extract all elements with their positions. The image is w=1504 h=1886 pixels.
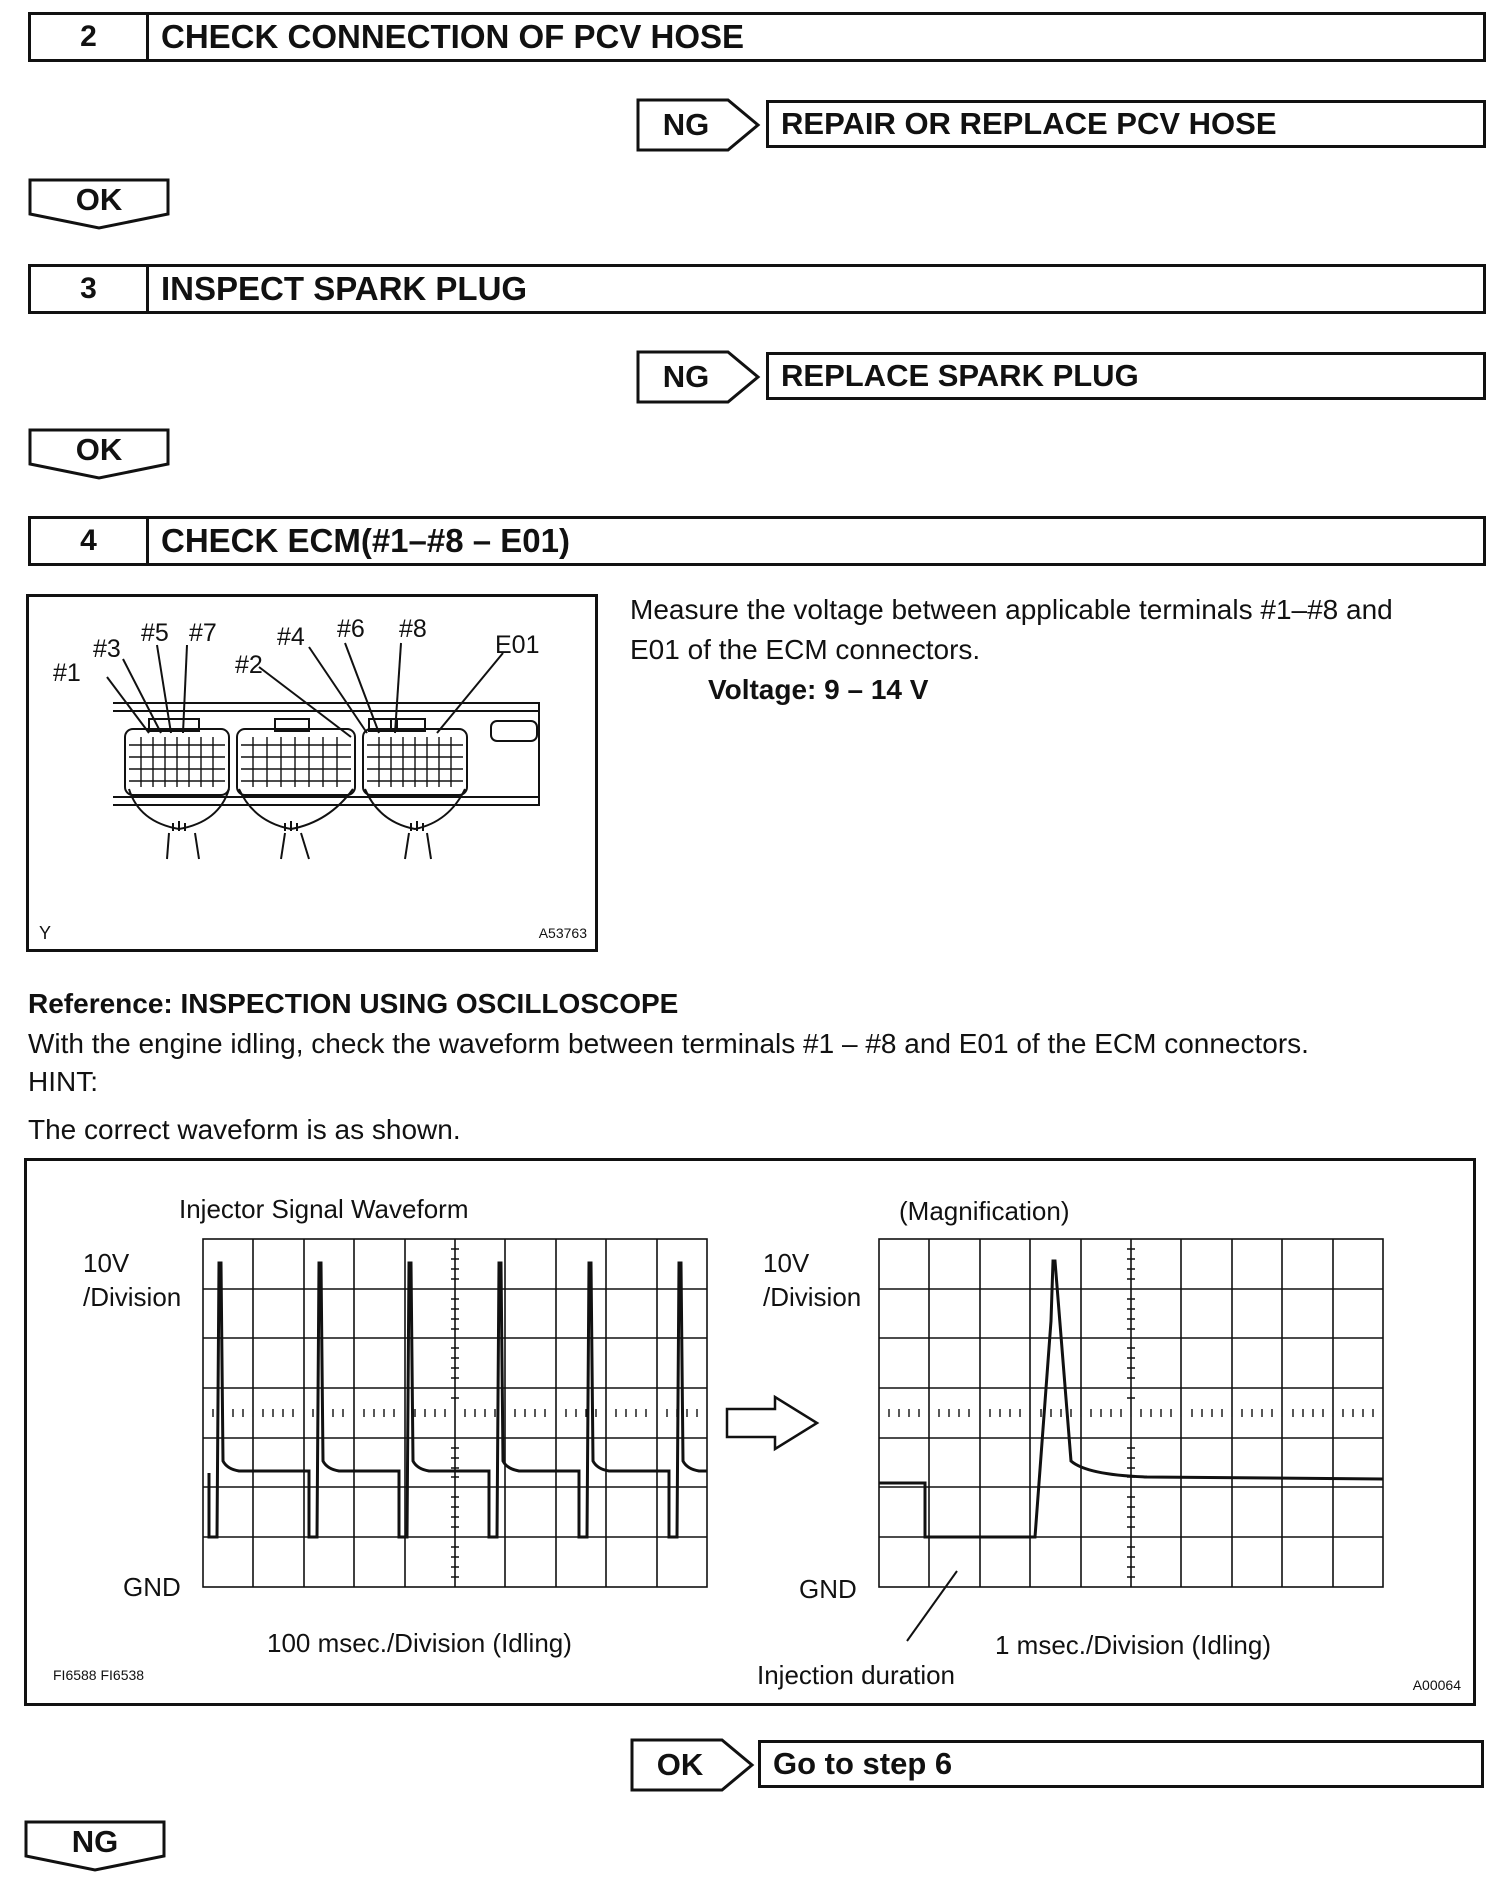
- ng-label: NG: [662, 359, 710, 394]
- terminal-label: #5: [141, 619, 169, 647]
- ecm-connector-figure: [26, 594, 598, 952]
- figure-code: A53763: [538, 925, 587, 941]
- left-volt-scale: 10V: [83, 1248, 130, 1278]
- terminal-label: #4: [277, 623, 305, 651]
- ok-label: OK: [75, 182, 123, 217]
- ng-label: NG: [71, 1824, 119, 1859]
- terminal-label: #8: [399, 615, 427, 643]
- instruction-line-1: Measure the voltage between applicable terminals #1–#8 and: [630, 594, 1393, 625]
- voltage-spec: Voltage: 9 – 14 V: [708, 674, 929, 705]
- step-number: 4: [31, 519, 149, 563]
- injection-duration-label: Injection duration: [757, 1660, 956, 1690]
- terminal-label: #3: [93, 635, 121, 663]
- figure-corner-mark: Y: [39, 923, 52, 943]
- hint-label: HINT:: [28, 1066, 98, 1097]
- ng-action: REPLACE SPARK PLUG: [766, 352, 1486, 400]
- figure-code-left: FI6588 FI6538: [53, 1667, 145, 1683]
- ok-label: OK: [656, 1747, 704, 1782]
- ng-action: REPAIR OR REPLACE PCV HOSE: [766, 100, 1486, 148]
- step-3-header: [28, 264, 1486, 314]
- figure-code-right: A00064: [1412, 1677, 1461, 1693]
- terminal-label: E01: [495, 631, 540, 659]
- terminal-label: #2: [235, 651, 263, 679]
- right-gnd-label: GND: [799, 1574, 857, 1604]
- step-4-header: [28, 516, 1486, 566]
- reference-text: With the engine idling, check the waveform between terminals #1 – #8 and E01 of the ECM connectors.: [28, 1028, 1309, 1059]
- right-volt-scale: 10V: [763, 1248, 810, 1278]
- right-chart-title: (Magnification): [899, 1196, 1070, 1226]
- ng-label: NG: [662, 107, 710, 142]
- step-number: 3: [31, 267, 149, 311]
- step-title: INSPECT SPARK PLUG: [161, 270, 528, 307]
- instruction-line-2: E01 of the ECM connectors.: [630, 634, 981, 665]
- left-gnd-label: GND: [123, 1572, 181, 1602]
- left-volt-division: /Division: [83, 1282, 182, 1312]
- left-timebase: 100 msec./Division (Idling): [267, 1628, 572, 1658]
- reference-heading: Reference: INSPECTION USING OSCILLOSCOPE: [28, 988, 679, 1019]
- ok-label: OK: [75, 432, 123, 467]
- injection-duration-leader: [907, 1571, 957, 1641]
- oscilloscope-waveforms: [27, 1161, 1473, 1703]
- terminal-label: #1: [53, 659, 81, 687]
- magnification-arrow: [727, 1397, 817, 1449]
- terminal-label: #7: [189, 619, 217, 647]
- step-title: CHECK ECM(#1–#8 – E01): [161, 522, 570, 559]
- left-chart-title: Injector Signal Waveform: [179, 1194, 469, 1224]
- step-number: 2: [31, 15, 149, 59]
- waveform-figure: [24, 1158, 1476, 1706]
- step-2-header: [28, 12, 1486, 62]
- waveform-trace-left: [209, 1263, 707, 1537]
- right-timebase: 1 msec./Division (Idling): [995, 1630, 1271, 1660]
- terminal-label: #6: [337, 615, 365, 643]
- reference-text-2: The correct waveform is as shown.: [28, 1114, 461, 1145]
- step-title: CHECK CONNECTION OF PCV HOSE: [161, 18, 745, 55]
- go-to-step-6: Go to step 6: [758, 1740, 1484, 1788]
- right-volt-division: /Division: [763, 1282, 862, 1312]
